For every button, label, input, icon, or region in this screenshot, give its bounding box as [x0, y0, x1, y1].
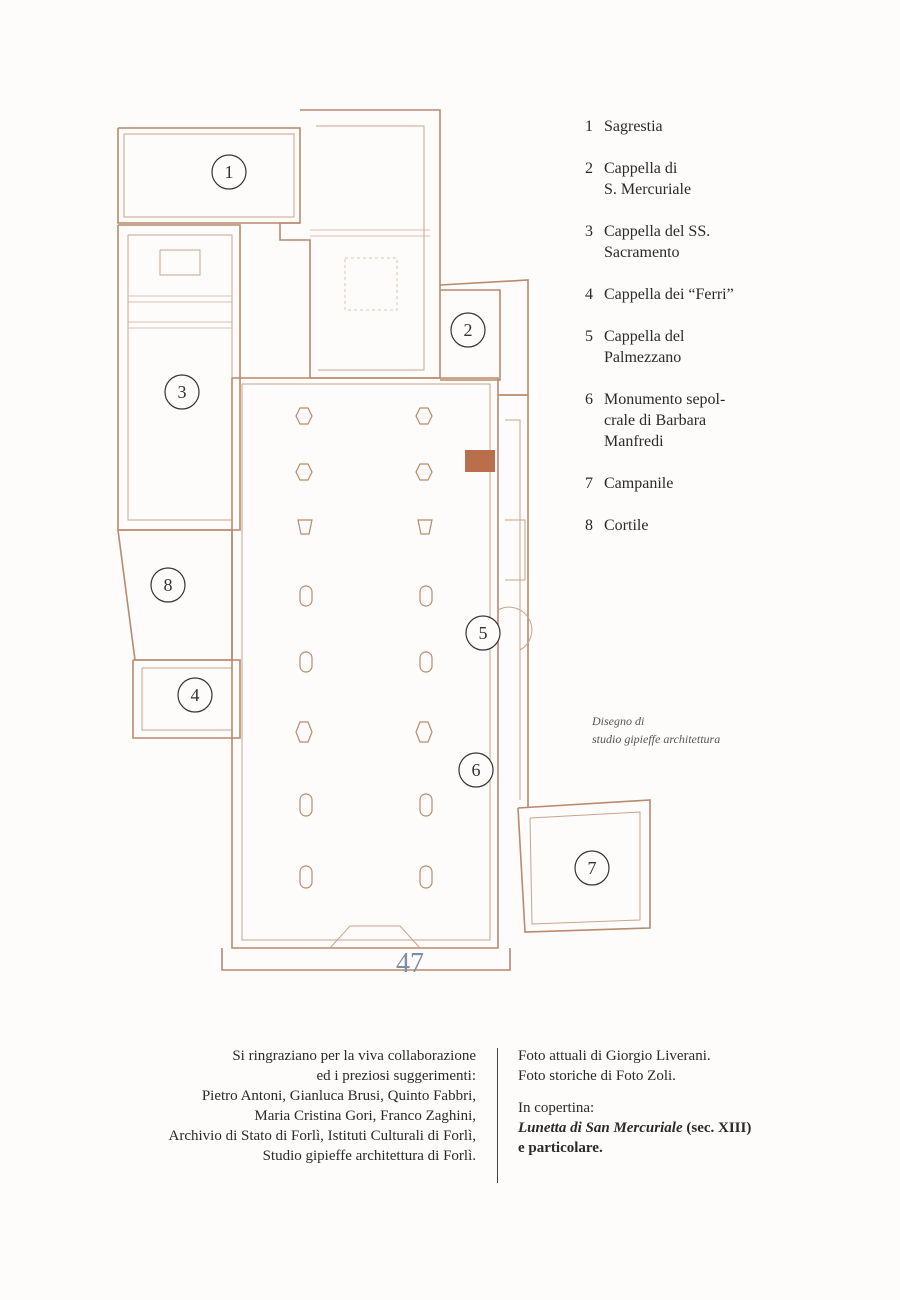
svg-text:8: 8	[163, 575, 173, 595]
sagrestia-walls	[118, 128, 300, 223]
ack-line: Archivio di Stato di Forlì, Istituti Culturali di Forlì,	[168, 1128, 476, 1144]
svg-text:1: 1	[224, 162, 234, 182]
marker-6	[459, 753, 493, 787]
legend-item: 3 Cappella del SS. Sacramento	[585, 223, 711, 261]
ack-line: ed i preziosi suggerimenti:	[316, 1068, 476, 1084]
legend-item: 5 Cappella del Palmezzano	[585, 328, 685, 366]
tomb-highlight	[465, 450, 495, 472]
photo-credit-line: Foto storiche di Foto Zoli.	[518, 1068, 676, 1084]
cover-caption	[518, 1118, 858, 1138]
cover-title: Lunetta di San Mercuriale	[518, 1120, 683, 1136]
marker-4	[178, 678, 212, 712]
svg-text:6: 6	[471, 760, 481, 780]
marker-5	[466, 616, 500, 650]
legend-item: 8 Cortile	[585, 517, 649, 534]
photo-credits	[518, 1046, 858, 1158]
cover-date: (sec. XIII)	[682, 1120, 752, 1136]
photo-credit-line: Foto attuali di Giorgio Liverani.	[518, 1048, 711, 1064]
ack-line: Studio gipieffe architettura di Forlì.	[262, 1148, 476, 1164]
column-divider	[497, 1048, 498, 1183]
page-number: 47	[396, 948, 424, 979]
marker-1	[212, 155, 246, 189]
ack-line: Pietro Antoni, Gianluca Brusi, Quinto Fabbri,	[201, 1088, 476, 1104]
upper-central-walls	[280, 110, 528, 395]
svg-text:5: 5	[478, 623, 488, 643]
marker-2	[451, 313, 485, 347]
svg-text:2: 2	[463, 320, 473, 340]
side-corridor-walls	[498, 395, 532, 808]
nave-pillars	[296, 408, 432, 888]
legend-item: 6 Monumento sepol- crale di Barbara Manfredi	[585, 391, 726, 450]
drawing-credit: Disegno di studio gipieffe architettura	[592, 714, 721, 746]
plan-legend	[585, 116, 805, 557]
svg-text:7: 7	[587, 858, 597, 878]
cover-label: In copertina:	[518, 1100, 595, 1116]
legend-item: 7 Campanile	[585, 475, 674, 492]
cover-suffix: e particolare.	[518, 1140, 603, 1156]
spacer	[518, 1086, 858, 1098]
svg-text:4: 4	[190, 685, 200, 705]
ack-line: Si ringraziano per la viva collaborazione	[232, 1048, 476, 1064]
svg-text:3: 3	[177, 382, 187, 402]
legend-item: 2 Cappella di S. Mercuriale	[585, 160, 692, 198]
marker-7	[575, 851, 609, 885]
legend-item: 1 Sagrestia	[585, 118, 663, 135]
marker-8	[151, 568, 185, 602]
marker-3	[165, 375, 199, 409]
cortile-and-ferri-walls	[118, 530, 240, 738]
ack-line: Maria Cristina Gori, Franco Zaghini,	[254, 1108, 476, 1124]
legend-item: 4 Cappella dei “Ferri”	[585, 286, 734, 303]
acknowledgements	[60, 1046, 476, 1166]
